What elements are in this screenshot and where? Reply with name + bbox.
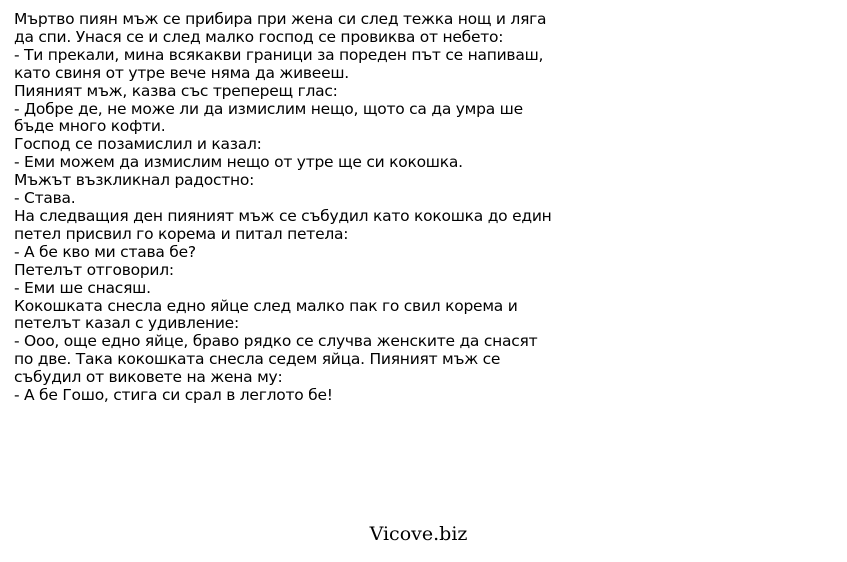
joke-line: да спи. Унася се и след малко господ се провиква от небето: bbox=[14, 27, 504, 46]
joke-line: Кокошката снесла едно яйце след малко пак го свил корема и bbox=[14, 296, 518, 315]
joke-line: - Еми можем да измислим нещо от утре ще си кокошка. bbox=[14, 153, 463, 172]
joke-line: - А бе Гошо, стига си срал в леглото бе! bbox=[14, 386, 333, 405]
joke-line: На следващия ден пияният мъж се събудил като кокошка до един bbox=[14, 206, 552, 225]
joke-line: Мъжът възкликнал радостно: bbox=[14, 171, 255, 190]
site-watermark: Vicove.biz bbox=[369, 523, 468, 545]
joke-line: по две. Така кокошката снесла седем яйца. Пияният мъж се bbox=[14, 350, 501, 369]
joke-line: петелът казал с удивление: bbox=[14, 314, 239, 333]
joke-line: Пияният мъж, казва със треперещ глас: bbox=[14, 81, 338, 100]
joke-line: - А бе кво ми става бе? bbox=[14, 242, 196, 261]
joke-line: Мъртво пиян мъж се прибира при жена си след тежка нощ и ляга bbox=[14, 10, 547, 28]
joke-line: Господ се позамислил и казал: bbox=[14, 135, 262, 154]
joke-line: - Еми ше снасяш. bbox=[14, 278, 151, 297]
joke-line: - Ти прекали, мина всякакви граници за пореден път се напиваш, bbox=[14, 45, 544, 64]
joke-line: - Добре де, не може ли да измислим нещо, щото са да умра ше bbox=[14, 99, 523, 118]
joke-text bbox=[14, 11, 594, 405]
joke-line: петел присвил го корема и питал петела: bbox=[14, 224, 349, 243]
joke-line: като свиня от утре вече няма да живееш. bbox=[14, 63, 349, 82]
joke-line: събудил от виковете на жена му: bbox=[14, 368, 283, 387]
joke-line: - Става. bbox=[14, 189, 76, 208]
joke-line: Петелът отговорил: bbox=[14, 260, 174, 279]
joke-line: - Ооо, още едно яйце, браво рядко се случва женските да снасят bbox=[14, 332, 538, 351]
joke-line: бъде много кофти. bbox=[14, 117, 166, 136]
